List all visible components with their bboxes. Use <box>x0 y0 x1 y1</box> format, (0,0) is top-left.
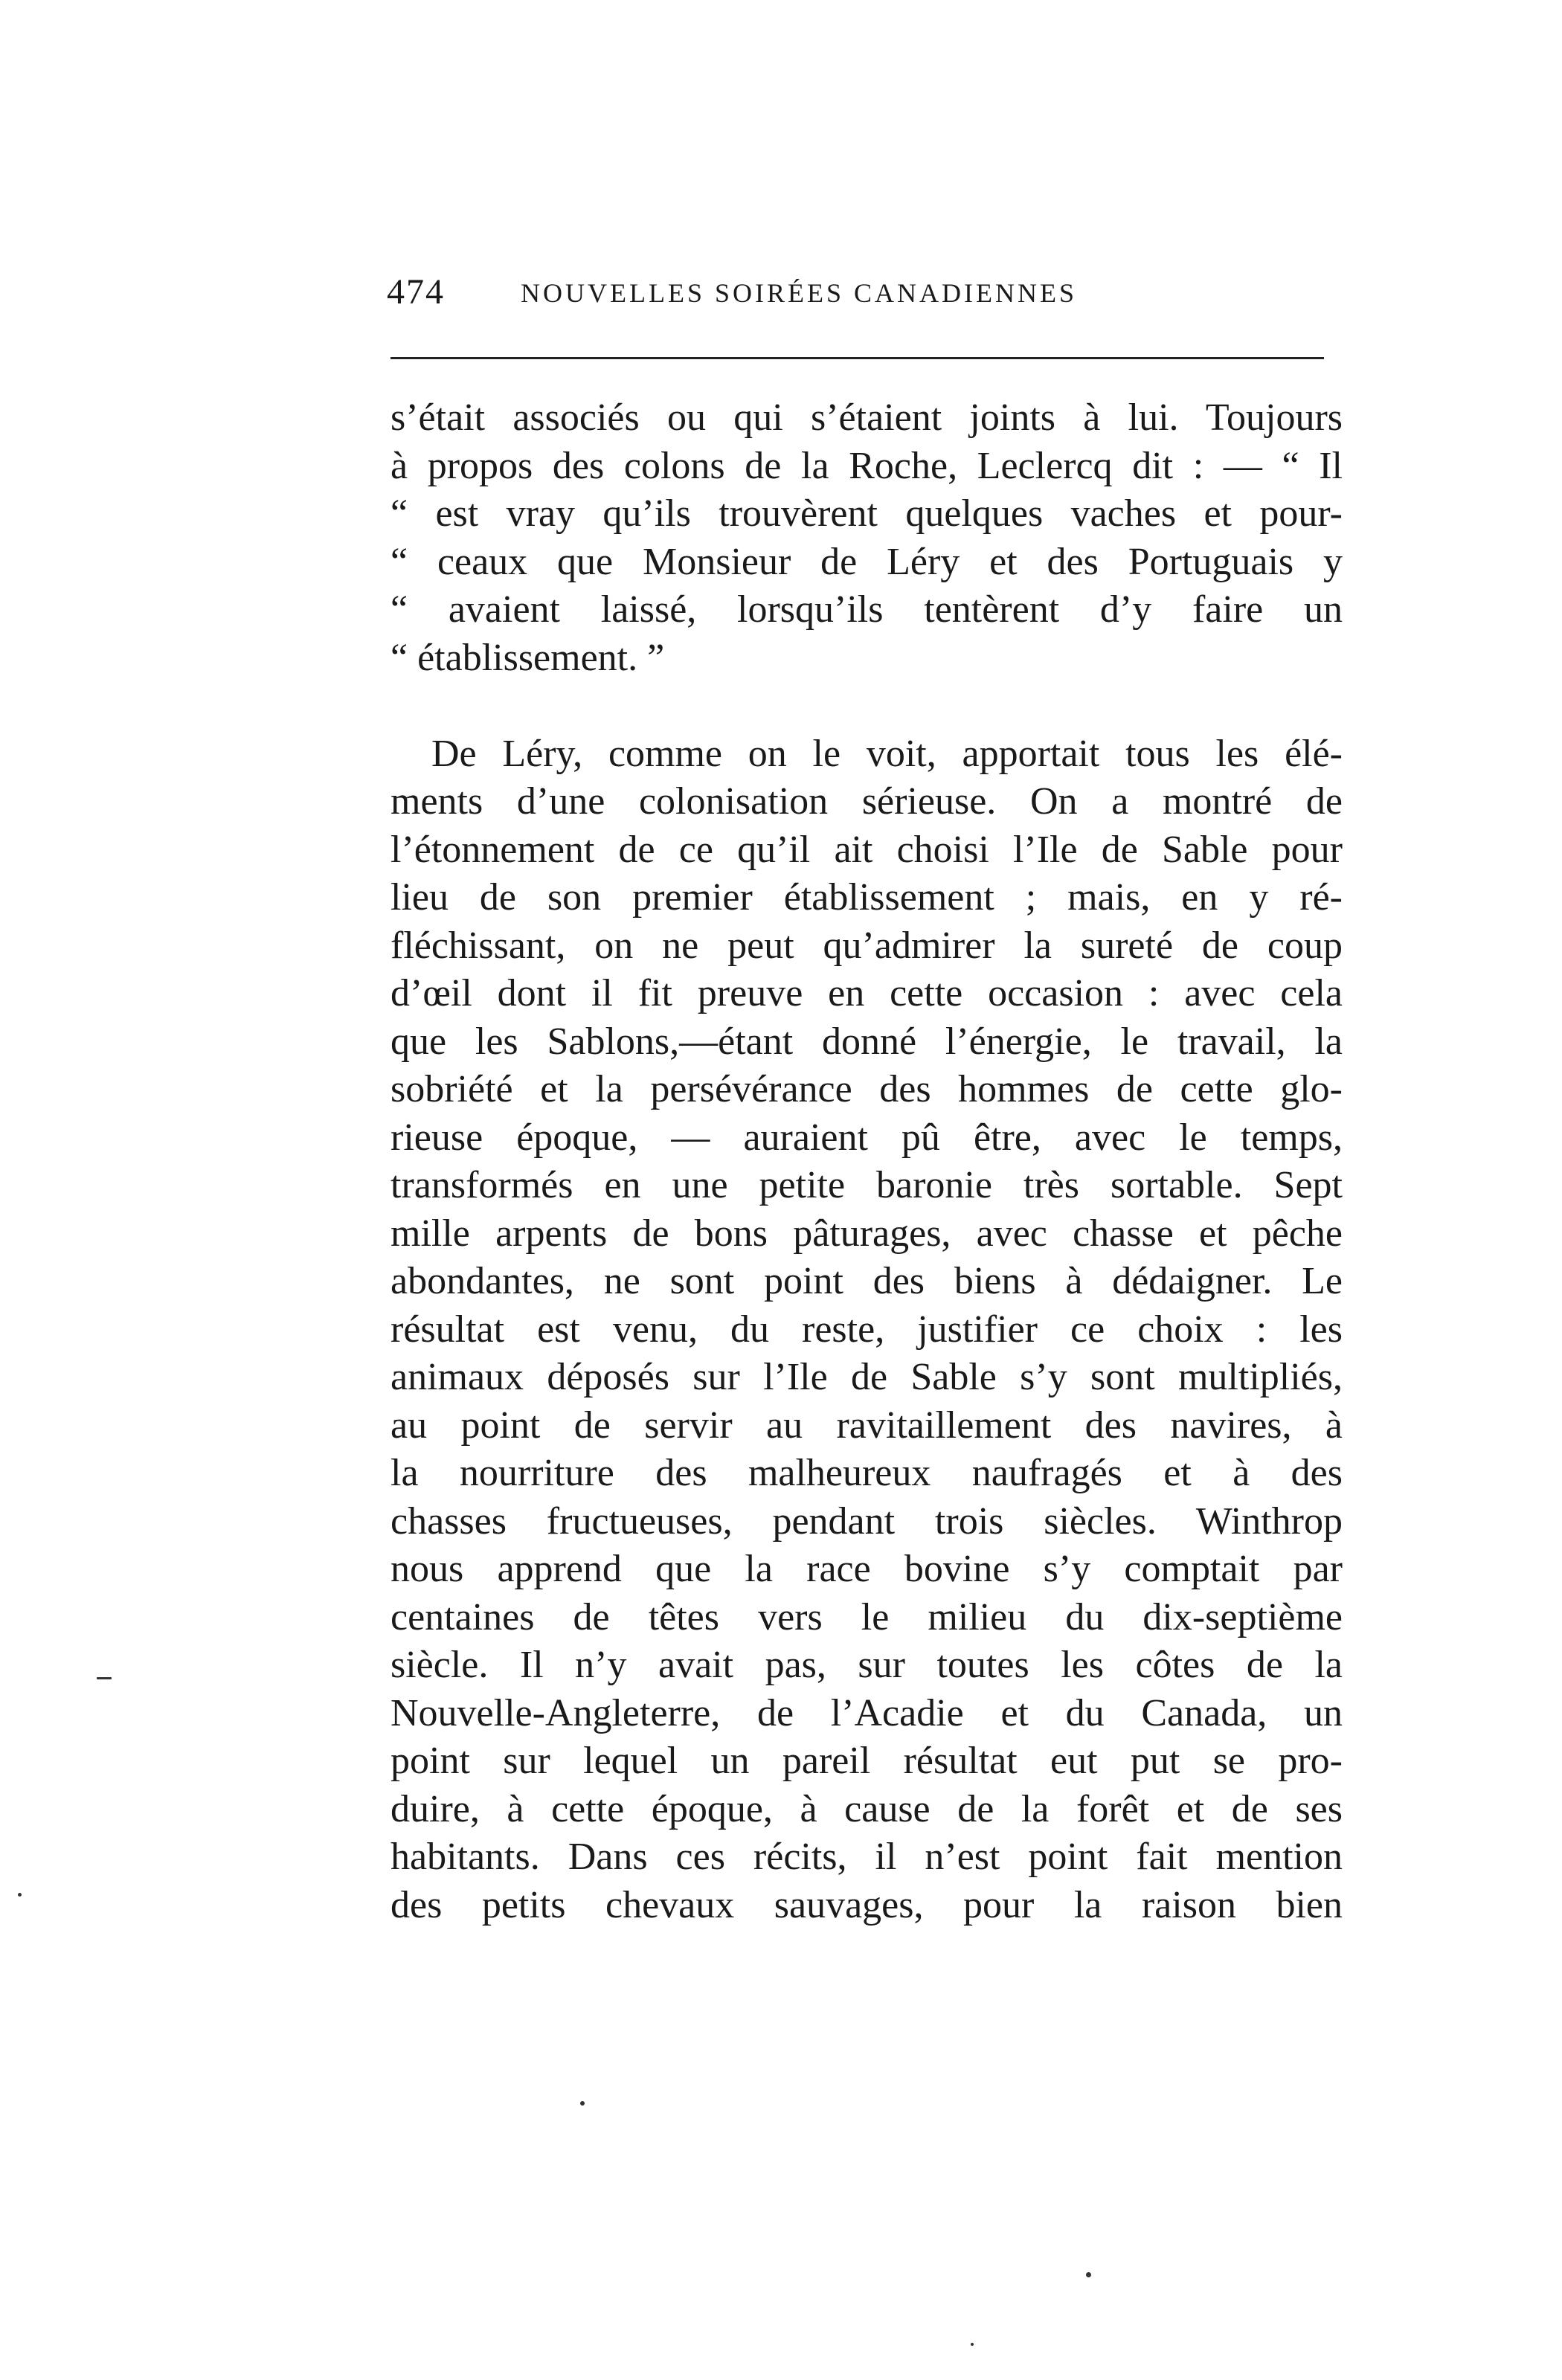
page-speck <box>971 2343 974 2346</box>
paragraph-1 <box>390 394 1343 682</box>
text-line: chasses fructueuses, pendant trois siècles. Winthrop <box>390 1499 1343 1543</box>
text-line: s’était associés ou qui s’étaient joints à lui. Toujours <box>390 396 1343 439</box>
text-line: duire, à cette époque, à cause de la forêt et de ses <box>390 1787 1343 1830</box>
text-line: animaux déposés sur l’Ile de Sable s’y sont multipliés, <box>390 1356 1343 1398</box>
paragraph-2 <box>390 730 1343 1930</box>
text-line: “ établissement. ” <box>390 636 665 679</box>
text-line: sobriété et la persévérance des hommes de cette glo- <box>390 1068 1343 1110</box>
text-line: fléchissant, on ne peut qu’admirer la sureté de coup <box>390 924 1343 967</box>
text-line: “ est vray qu’ils trouvèrent quelques vaches et pour- <box>390 492 1343 535</box>
header-rule <box>390 357 1324 359</box>
text-line: abondantes, ne sont point des biens à dédaigner. Le <box>390 1260 1343 1302</box>
text-line: Nouvelle-Angleterre, de l’Acadie et du Canada, un <box>390 1691 1343 1734</box>
page-number: 474 <box>387 272 445 312</box>
body-text <box>390 394 1343 1929</box>
text-line: des petits chevaux sauvages, pour la raison bien <box>390 1883 1343 1926</box>
text-line: De Léry, comme on le voit, apportait tous les élé- <box>431 732 1343 775</box>
text-line: nous apprend que la race bovine s’y comptait par <box>390 1548 1343 1590</box>
text-line: à propos des colons de la Roche, Leclercq dit : — “ Il <box>390 444 1343 487</box>
text-line: habitants. Dans ces récits, il n’est point fait mention <box>390 1836 1343 1878</box>
text-line: “ avaient laissé, lorsqu’ils tentèrent d’y faire un <box>390 588 1343 631</box>
text-line: “ ceaux que Monsieur de Léry et des Portuguais y <box>390 540 1343 583</box>
text-line: centaines de têtes vers le milieu du dix-septième <box>390 1595 1343 1638</box>
text-line: l’étonnement de ce qu’il ait choisi l’Ile de Sable pour <box>390 828 1343 871</box>
text-line: rieuse époque, — auraient pû être, avec le temps, <box>390 1116 1343 1159</box>
page-speck <box>580 2101 585 2106</box>
text-line: point sur lequel un pareil résultat eut put se pro- <box>390 1740 1343 1782</box>
page-speck <box>1086 2272 1091 2277</box>
text-line: mille arpents de bons pâturages, avec chasse et pêche <box>390 1212 1343 1255</box>
text-line: d’œil dont il fit preuve en cette occasion : avec cela <box>390 972 1343 1014</box>
paragraph-gap <box>390 682 1343 730</box>
text-line: transformés en une petite baronie très sortable. Sept <box>390 1164 1343 1206</box>
text-line: lieu de son premier établissement ; mais, en y ré- <box>390 876 1343 919</box>
text-line: résultat est venu, du reste, justifier ce choix : les <box>390 1308 1343 1351</box>
text-line: que les Sablons,—étant donné l’énergie, le travail, la <box>390 1020 1343 1063</box>
text-line: ments d’une colonisation sérieuse. On a montré de <box>390 780 1343 823</box>
text-line: siècle. Il n’y avait pas, sur toutes les côtes de la <box>390 1644 1343 1686</box>
running-title: NOUVELLES SOIRÉES CANADIENNES <box>521 278 1077 308</box>
text-line: au point de servir au ravitaillement des navires, à <box>390 1403 1343 1447</box>
text-line: la nourriture des malheureux naufragés et à des <box>390 1452 1343 1494</box>
margin-speck <box>18 1893 22 1897</box>
page-header <box>387 271 1324 316</box>
margin-dash-mark <box>97 1677 112 1679</box>
